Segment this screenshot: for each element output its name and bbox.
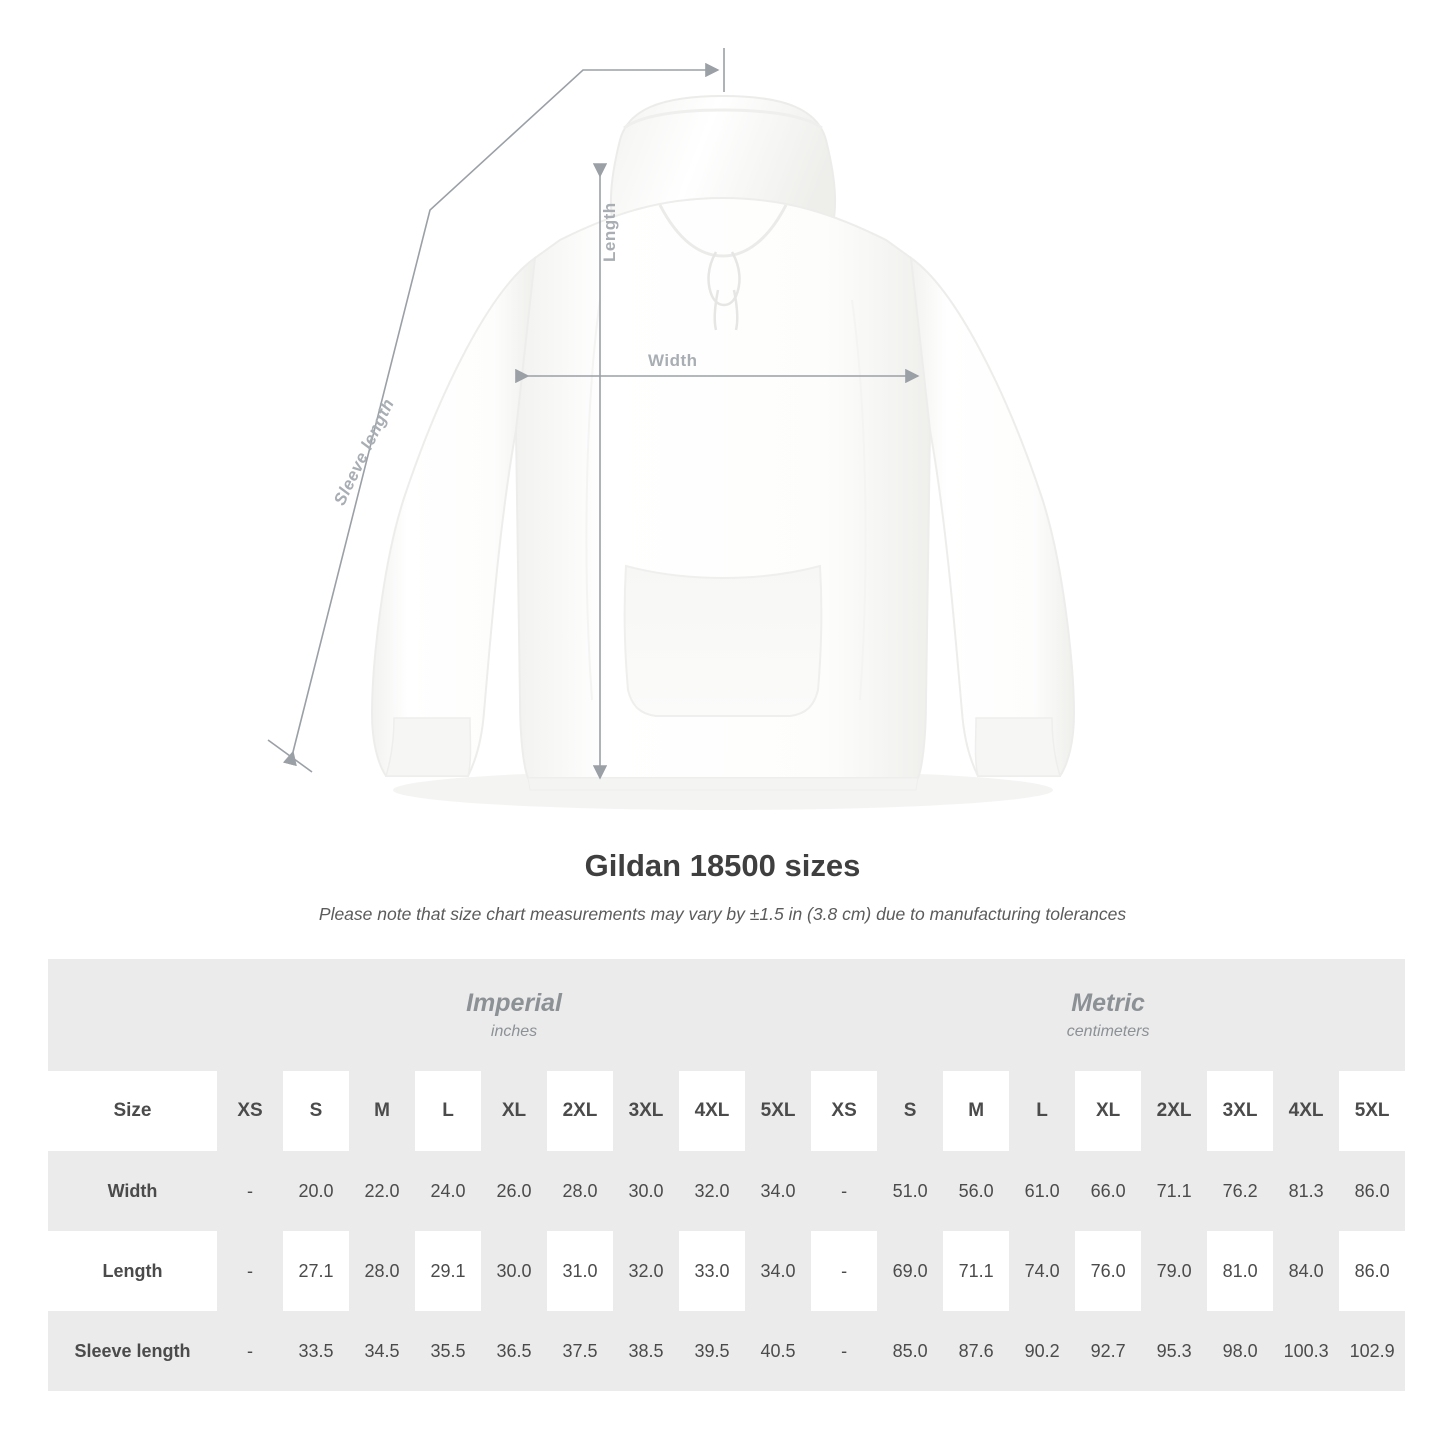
cell-sleeve-imperial-xl: 36.5: [496, 1340, 532, 1361]
cell-width-metric-m: 56.0: [958, 1180, 994, 1201]
page-title: Gildan 18500 sizes: [584, 848, 861, 883]
size-header-metric-m: M: [968, 1100, 985, 1121]
size-header-imperial-4xl: 4XL: [694, 1100, 730, 1121]
cell-length-imperial-s: 27.1: [298, 1260, 334, 1281]
size-header-metric-4xl: 4XL: [1273, 1071, 1339, 1151]
cell-length-imperial-3xl: 32.0: [613, 1231, 679, 1311]
size-header-metric-3xl: 3XL: [1222, 1100, 1258, 1121]
cell-length-imperial-4xl: 33.0: [694, 1260, 730, 1281]
cell-sleeve-metric-4xl: 100.3: [1283, 1340, 1329, 1361]
cell-width-imperial-s: 20.0: [298, 1180, 334, 1201]
hoodie-graphic: [372, 96, 1074, 790]
sleeve-length-label: Sleeve length: [330, 395, 398, 509]
cell-width-metric-3xl: 76.2: [1222, 1180, 1258, 1201]
cell-length-metric-3xl: 81.0: [1222, 1260, 1258, 1281]
cell-width-metric-s: 51.0: [892, 1180, 928, 1201]
table-row: [48, 1151, 1405, 1231]
cell-width-imperial-4xl: 32.0: [694, 1180, 730, 1201]
cell-sleeve-imperial-3xl: 38.5: [628, 1340, 664, 1361]
size-header-imperial-3xl: 3XL: [613, 1071, 679, 1151]
unit-group-imperial: [217, 959, 811, 1071]
unit-header-row: [48, 959, 1405, 1071]
size-header-metric-xl: XL: [1095, 1100, 1121, 1121]
row-label-sleeve-length: Sleeve length: [74, 1340, 191, 1361]
unit-group-metric-unit: centimeters: [1066, 1023, 1150, 1041]
cell-width-imperial-2xl: 28.0: [562, 1180, 598, 1201]
width-label: Width: [648, 351, 698, 370]
size-header-row: [48, 1071, 1405, 1151]
cell-width-metric-l: 61.0: [1024, 1180, 1060, 1201]
cell-length-metric-l: 74.0: [1009, 1231, 1075, 1311]
cell-width-metric-2xl: 71.1: [1156, 1180, 1192, 1201]
unit-spacer-cell: [48, 959, 217, 1071]
cell-width-metric-xl: 66.0: [1090, 1180, 1126, 1201]
size-header-imperial-5xl: 5XL: [745, 1071, 811, 1151]
cell-sleeve-metric-xs: -: [841, 1340, 848, 1361]
cell-sleeve-metric-s: 85.0: [892, 1340, 928, 1361]
size-header-label: Size: [113, 1100, 152, 1121]
table-row: [48, 1231, 1405, 1311]
unit-group-imperial-name: Imperial: [466, 988, 562, 1017]
cell-sleeve-metric-3xl: 98.0: [1222, 1340, 1258, 1361]
cell-width-imperial-l: 24.0: [430, 1180, 466, 1201]
cell-length-imperial-m: 28.0: [349, 1231, 415, 1311]
cell-width-metric-xs: -: [841, 1180, 848, 1201]
table-row: [48, 1311, 1405, 1391]
cell-sleeve-metric-m: 87.6: [958, 1340, 994, 1361]
cell-width-imperial-3xl: 30.0: [628, 1180, 664, 1201]
cell-length-metric-xl: 76.0: [1090, 1260, 1126, 1281]
cell-sleeve-metric-5xl: 102.9: [1349, 1340, 1395, 1361]
size-header-metric-s: S: [877, 1071, 943, 1151]
size-header-metric-xs: XS: [831, 1100, 857, 1121]
cell-width-metric-5xl: 86.0: [1354, 1180, 1390, 1201]
cell-width-imperial-xs: -: [247, 1180, 253, 1201]
size-header-imperial-l: L: [442, 1100, 454, 1121]
cell-sleeve-imperial-l: 35.5: [430, 1340, 466, 1361]
cell-length-metric-5xl: 86.0: [1354, 1260, 1390, 1281]
cell-sleeve-metric-l: 90.2: [1024, 1340, 1060, 1361]
cell-length-metric-2xl: 79.0: [1141, 1231, 1207, 1311]
cell-sleeve-imperial-4xl: 39.5: [694, 1340, 730, 1361]
cell-sleeve-metric-2xl: 95.3: [1156, 1340, 1192, 1361]
cell-width-imperial-m: 22.0: [364, 1180, 400, 1201]
row-label-width: Width: [107, 1180, 158, 1201]
size-chart-table: [48, 959, 1405, 1391]
size-header-imperial-2xl: 2XL: [562, 1100, 598, 1121]
size-header-imperial-m: M: [349, 1071, 415, 1151]
cell-length-imperial-l: 29.1: [430, 1260, 466, 1281]
size-header-metric-5xl: 5XL: [1354, 1100, 1390, 1121]
cell-width-metric-4xl: 81.3: [1288, 1180, 1324, 1201]
unit-group-metric-name: Metric: [1071, 988, 1145, 1017]
size-header-imperial-s: S: [309, 1100, 323, 1121]
unit-group-metric: [811, 959, 1405, 1071]
cell-width-imperial-xl: 26.0: [496, 1180, 532, 1201]
size-header-imperial-xs: XS: [217, 1071, 283, 1151]
cell-sleeve-imperial-s: 33.5: [298, 1340, 334, 1361]
cell-sleeve-metric-xl: 92.7: [1090, 1340, 1126, 1361]
cell-sleeve-imperial-5xl: 40.5: [760, 1340, 796, 1361]
size-header-imperial-xl: XL: [481, 1071, 547, 1151]
cell-length-metric-s: 69.0: [877, 1231, 943, 1311]
size-header-metric-l: L: [1009, 1071, 1075, 1151]
cell-sleeve-imperial-m: 34.5: [364, 1340, 400, 1361]
cell-length-imperial-5xl: 34.0: [745, 1231, 811, 1311]
length-label: Length: [600, 202, 619, 262]
cell-length-imperial-2xl: 31.0: [562, 1260, 598, 1281]
tolerance-note: Please note that size chart measurements may vary by ±1.5 in (3.8 cm) due to manufacturing tolerances: [318, 904, 1127, 924]
cell-sleeve-imperial-xs: -: [247, 1340, 253, 1361]
cell-length-metric-m: 71.1: [958, 1260, 994, 1281]
cell-length-imperial-xl: 30.0: [481, 1231, 547, 1311]
cell-length-metric-4xl: 84.0: [1273, 1231, 1339, 1311]
sleeve-start-tick: [268, 740, 312, 772]
cell-length-imperial-xs: -: [217, 1231, 283, 1311]
cell-width-imperial-5xl: 34.0: [760, 1180, 796, 1201]
size-table-wrapper: [48, 959, 1397, 1391]
cell-sleeve-imperial-2xl: 37.5: [562, 1340, 598, 1361]
unit-group-imperial-unit: inches: [490, 1023, 538, 1041]
row-label-length: Length: [102, 1260, 163, 1281]
cell-length-metric-xs: -: [841, 1260, 848, 1281]
size-header-metric-2xl: 2XL: [1141, 1071, 1207, 1151]
